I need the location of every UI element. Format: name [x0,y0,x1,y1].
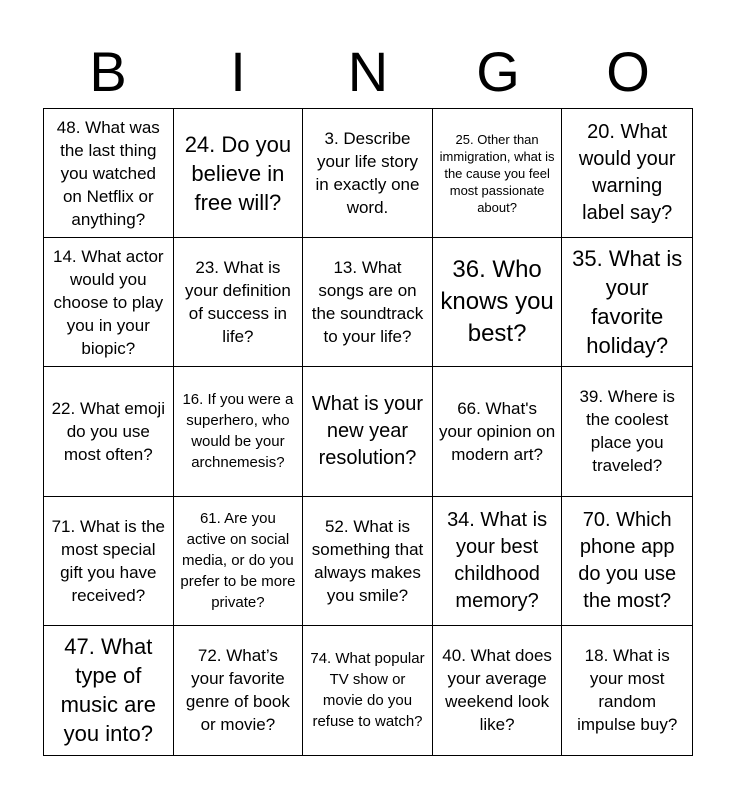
bingo-cell[interactable] [433,626,563,755]
cell-text: 13. What songs are on the soundtrack to your life? [311,258,424,347]
bingo-cell[interactable] [562,238,692,367]
cell-text: 22. What emoji do you use most often? [51,398,165,464]
cell-text: 40. What does your average weekend look like? [442,646,552,735]
cell-text: 72. What’s your favorite genre of book or movie? [185,646,290,735]
header-letter-o: O [606,40,650,103]
cell-text: 47. What type of music are you into? [60,634,156,747]
bingo-cell[interactable] [44,238,174,367]
cell-text: 36. Who knows you best? [440,256,554,348]
bingo-cell[interactable] [303,109,433,238]
cell-text: 39. Where is the coolest place you traveled? [579,387,675,476]
bingo-cell[interactable] [44,367,174,496]
cell-text: 61. Are you active on social media, or do you prefer to be more private? [180,510,296,612]
bingo-header [43,36,693,108]
bingo-cell[interactable] [44,497,174,626]
cell-text: 18. What is your most random impulse buy? [577,646,678,735]
bingo-cell[interactable] [433,238,563,367]
cell-text: 23. What is your definition of success in life? [184,258,291,347]
cell-text: 14. What actor would you choose to play you in your biopic? [53,246,164,358]
cell-text: 52. What is something that always makes you smile? [311,516,424,605]
cell-text: 34. What is your best childhood memory? [447,508,548,612]
bingo-cell[interactable] [174,238,304,367]
header-letter-i: I [230,40,246,103]
bingo-grid [43,108,693,756]
bingo-cell[interactable] [44,109,174,238]
bingo-cell[interactable] [174,367,304,496]
bingo-cell[interactable] [433,497,563,626]
header-letter-g: G [476,40,520,103]
bingo-cell[interactable] [562,367,692,496]
header-letter-b: B [89,40,127,103]
cell-text: 24. Do you believe in free will? [184,131,292,215]
cell-text: 16. If you were a superhero, who would be your archnemesis? [182,391,294,472]
cell-text: 74. What popular TV show or movie do you refuse to watch? [310,650,425,731]
bingo-cell[interactable] [174,626,304,755]
cell-text: 48. What was the last thing you watched on Netflix or anything? [56,117,160,229]
bingo-cell[interactable] [433,109,563,238]
bingo-cell[interactable] [433,367,563,496]
cell-text: 71. What is the most special gift you have received? [51,516,165,605]
cell-text: 66. What's your opinion on modern art? [438,398,556,464]
bingo-cell[interactable] [303,497,433,626]
bingo-cell[interactable] [303,626,433,755]
bingo-cell[interactable] [303,238,433,367]
bingo-cell[interactable] [562,109,692,238]
cell-text: 25. Other than immigration, what is the cause you feel most passionate about? [439,131,555,215]
cell-text: 35. What is your favorite holiday? [572,246,683,359]
cell-text: 3. Describe your life story in exactly one word. [315,129,420,218]
cell-text: 70. Which phone app do you use the most? [578,508,677,612]
cell-text: 20. What would your warning label say? [578,121,676,225]
bingo-cell[interactable] [562,497,692,626]
bingo-cell[interactable] [562,626,692,755]
bingo-cell[interactable] [303,367,433,496]
cell-text: What is your new year resolution? [311,392,424,469]
bingo-cell[interactable] [174,109,304,238]
header-letter-n: N [347,40,389,103]
bingo-cell[interactable] [174,497,304,626]
bingo-cell[interactable] [44,626,174,755]
